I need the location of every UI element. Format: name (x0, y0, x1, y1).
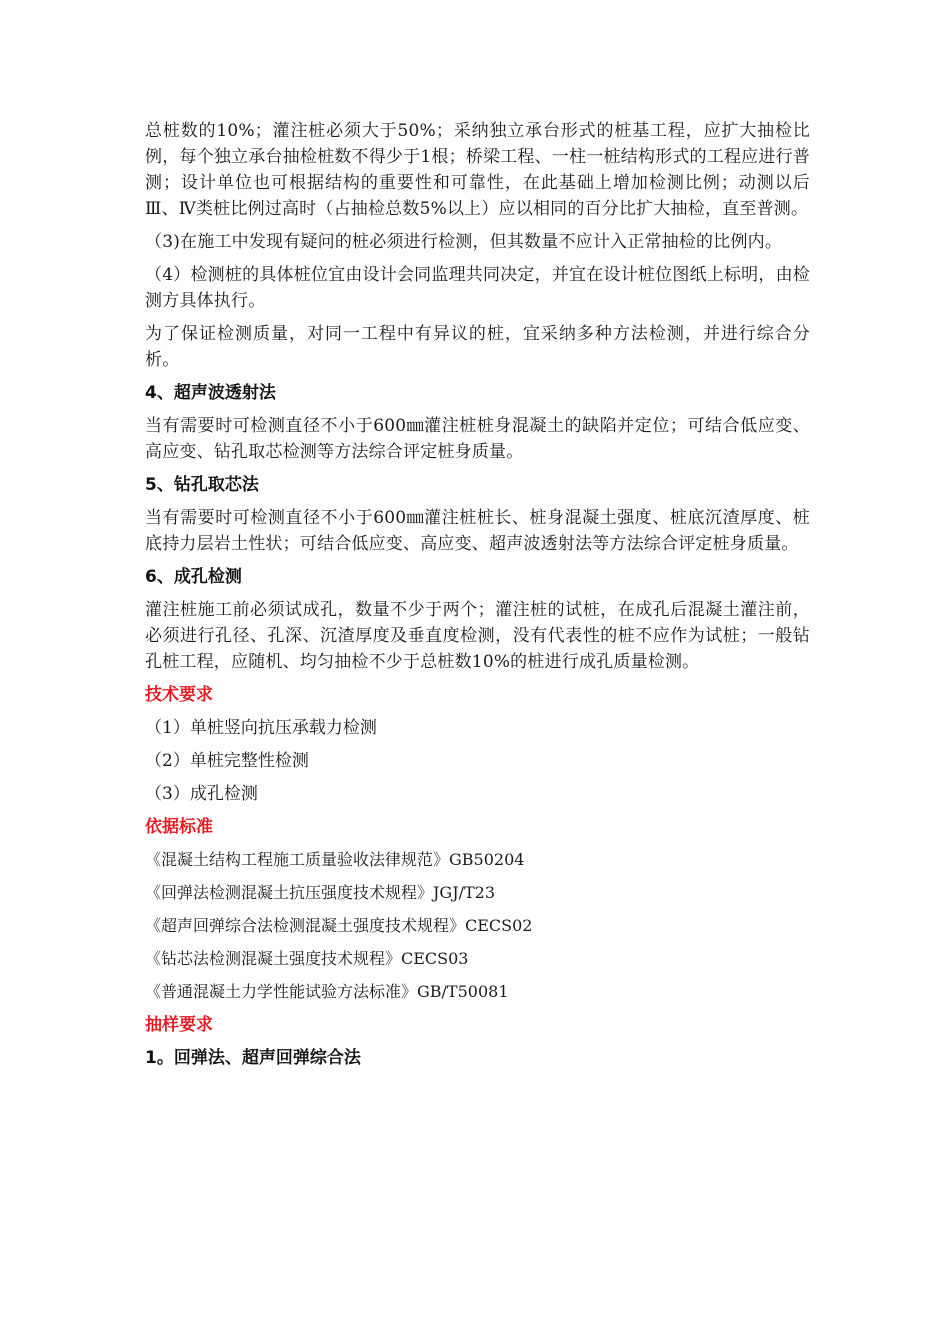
tech-item: （1）单桩竖向抗压承载力检测 (145, 718, 377, 738)
section-heading-hole-inspection: 6、成孔检测 (145, 567, 242, 587)
standard-item: 《超声回弹综合法检测混凝土强度技术规程》CECS02 (145, 916, 533, 935)
standard-item: 《混凝土结构工程施工质量验收法律规范》GB50204 (145, 850, 525, 869)
paragraph-item-4: （4）检测桩的具体桩位宜由设计会同监理共同决定，并宜在设计桩位图纸上标明，由检测方具体执行。 (145, 265, 810, 311)
standards-heading: 依据标准 (145, 817, 213, 837)
tech-requirements-heading: 技术要求 (145, 685, 213, 705)
standard-item: 《钻芯法检测混凝土强度技术规程》CECS03 (145, 949, 469, 968)
section-heading-ultrasonic: 4、超声波透射法 (145, 383, 276, 403)
sampling-heading: 抽样要求 (145, 1015, 213, 1035)
standard-item: 《回弹法检测混凝土抗压强度技术规程》JGJ/T23 (145, 883, 496, 902)
section-body-core-drilling: 当有需要时可检测直径不小于600㎜灌注桩桩长、桩身混凝土强度、桩底沉渣厚度、桩底持力层岩土性状；可结合低应变、高应变、超声波透射法等方法综合评定桩身质量。 (145, 508, 810, 554)
paragraph-item-3: （3)在施工中发现有疑问的桩必须进行检测，但其数量不应计入正常抽检的比例内。 (145, 232, 783, 252)
document-page (145, 118, 810, 1078)
section-body-hole-inspection: 灌注桩施工前必须试成孔，数量不少于两个；灌注桩的试桩，在成孔后混凝土灌注前，必须进行孔径、孔深、沉渣厚度及垂直度检测，没有代表性的桩不应作为试桩；一般钻孔桩工程，应随机、均匀抽检不少于总桩数10%的桩进行成孔质量检测。 (145, 600, 810, 672)
paragraph-quality: 为了保证检测质量，对同一工程中有异议的桩，宜采纳多种方法检测，并进行综合分析。 (145, 324, 810, 370)
sampling-item-rebound: 1。回弹法、超声回弹综合法 (145, 1048, 361, 1068)
tech-item: （2）单桩完整性检测 (145, 751, 309, 771)
section-heading-core-drilling: 5、钻孔取芯法 (145, 475, 259, 495)
tech-item: （3）成孔检测 (145, 784, 258, 804)
paragraph-sampling-ratio: 总桩数的10%；灌注桩必须大于50%；采纳独立承台形式的桩基工程，应扩大抽检比例，每个独立承台抽检桩数不得少于1根；桥梁工程、一柱一桩结构形式的工程应进行普测；设计单位也可根据结构的重要性和可靠性，在此基础上增加检测比例；动测以后Ⅲ、Ⅳ类桩比例过高时（占抽检总数5%以上）应以相同的百分比扩大抽检，直至普测。 (145, 121, 810, 219)
section-body-ultrasonic: 当有需要时可检测直径不小于600㎜灌注桩桩身混凝土的缺陷并定位；可结合低应变、高应变、钻孔取芯检测等方法综合评定桩身质量。 (145, 416, 810, 462)
standard-item: 《普通混凝土力学性能试验方法标准》GB/T50081 (145, 982, 509, 1001)
